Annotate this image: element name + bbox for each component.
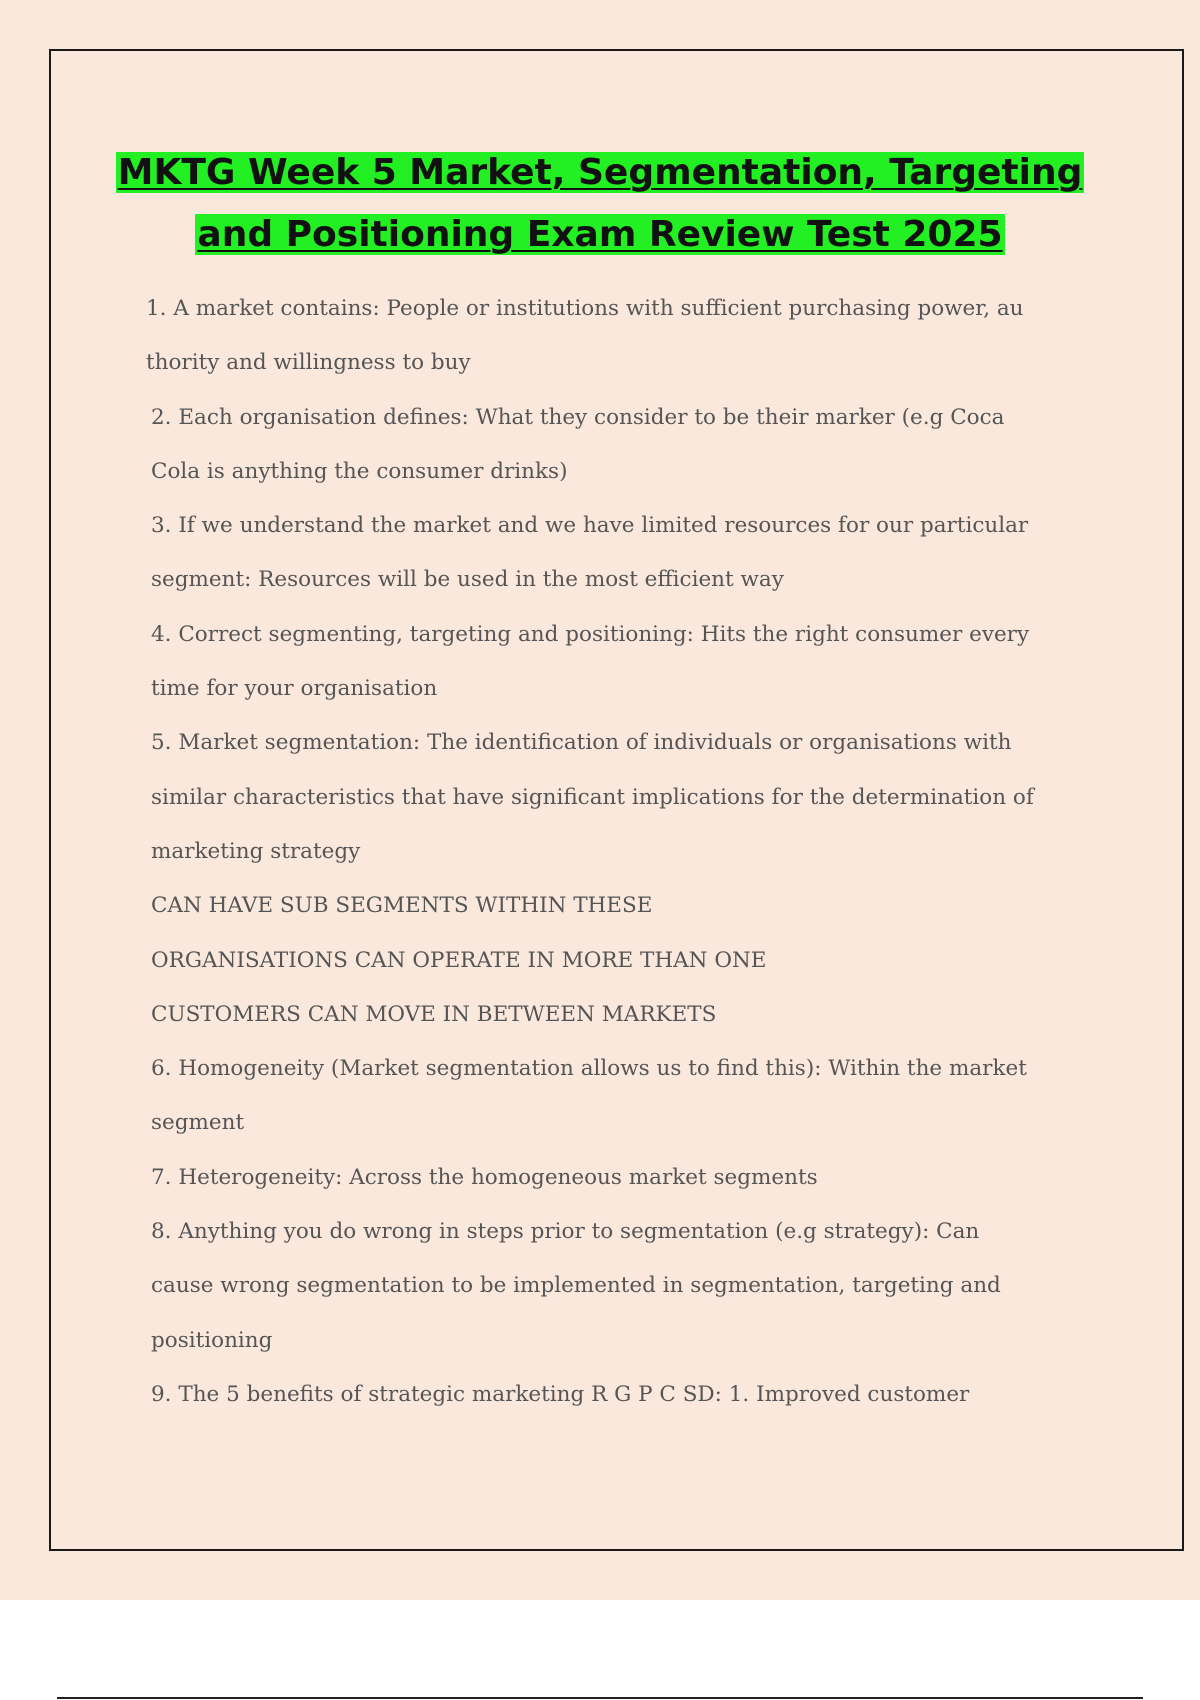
title-line-1: MKTG Week 5 Market, Segmentation, Targeting	[117, 152, 1083, 193]
paragraph-1: 1. A market contains: People or institutions with sufficient purchasing power, au thority and willingness to buy	[146, 296, 1024, 376]
document-body	[146, 282, 1046, 1422]
note-sub-segments: CAN HAVE SUB SEGMENTS WITHIN THESE	[151, 893, 653, 919]
paragraph-2: 2. Each organisation defines: What they consider to be their marker (e.g Coca Cola is anything the consumer drinks)	[151, 404, 1005, 484]
paragraph-5: 5. Market segmentation: The identification of individuals or organisations with similar characteristics that have significant implications for the determination of marketing strategy	[151, 730, 1034, 864]
note-customers: CUSTOMERS CAN MOVE IN BETWEEN MARKETS	[151, 1001, 717, 1027]
document-title	[100, 142, 1100, 266]
paragraph-6: 6. Homogeneity (Market segmentation allows us to find this): Within the market segment	[151, 1056, 1027, 1136]
paragraph-9: 9. The 5 benefits of strategic marketing R G P C SD: 1. Improved customer	[151, 1381, 970, 1407]
footer-divider	[57, 1697, 1143, 1699]
note-organisations: ORGANISATIONS CAN OPERATE IN MORE THAN ONE	[151, 947, 767, 973]
paragraph-3: 3. If we understand the market and we have limited resources for our particular segment: Resources will be used in the most efficient way	[151, 513, 1029, 593]
paragraph-4: 4. Correct segmenting, targeting and positioning: Hits the right consumer every time for your organisation	[151, 621, 1030, 702]
paragraph-8: 8. Anything you do wrong in steps prior to segmentation (e.g strategy): Can cause wrong segmentation to be implemented in segmentation, targeting and positioning	[151, 1219, 1001, 1353]
title-line-2: and Positioning Exam Review Test 2025	[197, 214, 1003, 255]
paragraph-7: 7. Heterogeneity: Across the homogeneous market segments	[151, 1164, 818, 1190]
